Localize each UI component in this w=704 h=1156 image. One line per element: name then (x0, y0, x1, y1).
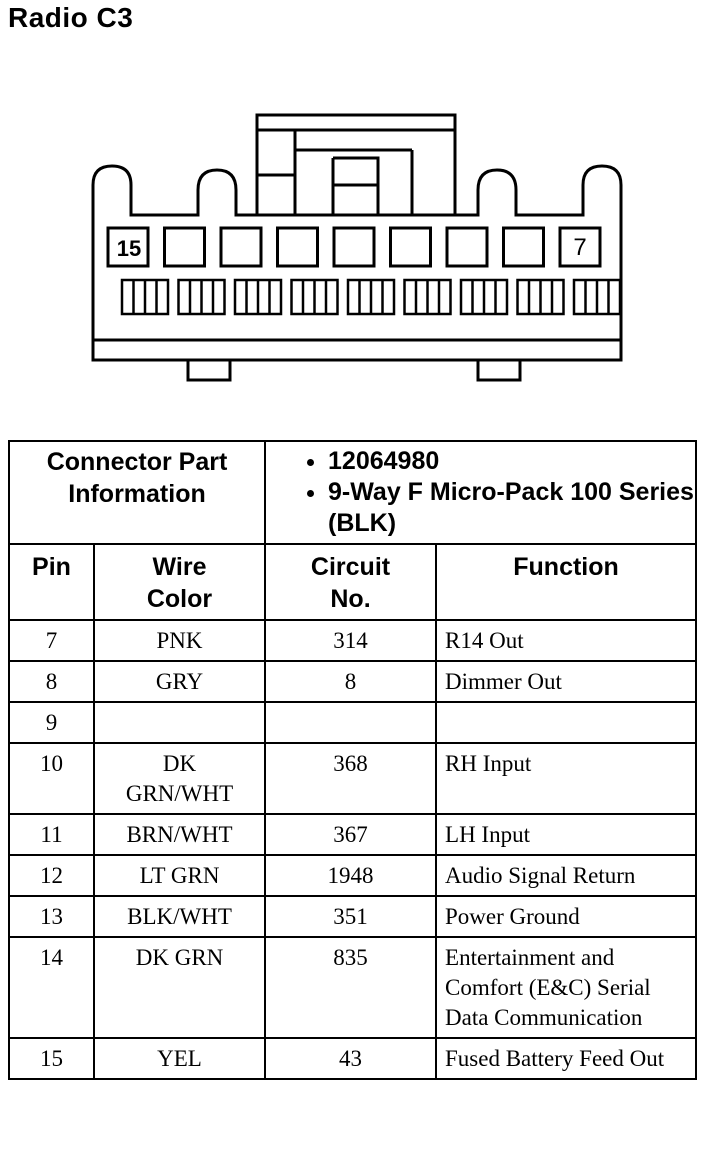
table-row (9, 814, 696, 855)
pin-cavity (334, 228, 374, 266)
pin-cell: 9 (9, 702, 94, 743)
table-row (9, 855, 696, 896)
pin-table (8, 440, 697, 1080)
pin-cell: 8 (9, 661, 94, 702)
wire-color-cell: YEL (94, 1038, 265, 1079)
function-cell: Dimmer Out (436, 661, 696, 702)
connector-info-label: Connector Part Information (9, 441, 265, 544)
pin-cavity (278, 228, 318, 266)
pin-cavity (504, 228, 544, 266)
pin-7-label: 7 (573, 234, 587, 261)
connector-diagram (0, 100, 704, 390)
pin-cavity (221, 228, 261, 266)
pin-cell: 12 (9, 855, 94, 896)
table-row (9, 937, 696, 1038)
wire-color-cell: BLK/WHT (94, 896, 265, 937)
pin-cavities (108, 228, 600, 266)
table-row (9, 1038, 696, 1079)
table-row (9, 743, 696, 814)
wire-color-cell: DK GRN (94, 937, 265, 1038)
circuit-cell: 368 (265, 743, 436, 814)
wire-color-cell (94, 702, 265, 743)
function-cell: RH Input (436, 743, 696, 814)
function-cell: R14 Out (436, 620, 696, 661)
pin-cell: 15 (9, 1038, 94, 1079)
circuit-cell: 835 (265, 937, 436, 1038)
pin-cell: 14 (9, 937, 94, 1038)
circuit-cell: 314 (265, 620, 436, 661)
pin-cell: 13 (9, 896, 94, 937)
pin-cavity (447, 228, 487, 266)
column-header-row (9, 544, 696, 620)
page-title: Radio C3 (8, 2, 134, 33)
connector-description: • 9-Way F Micro-Pack 100 Series (BLK) (328, 477, 695, 539)
pin-cell: 11 (9, 814, 94, 855)
table-row (9, 620, 696, 661)
table-row (9, 661, 696, 702)
function-cell: Fused Battery Feed Out (436, 1038, 696, 1079)
function-cell: Entertainment and Comfort (E&C) Serial Data Communication (436, 937, 696, 1038)
header-circuit-no: Circuit No. (265, 544, 436, 620)
header-wire-color: Wire Color (94, 544, 265, 620)
pin-terminals (122, 280, 620, 314)
header-pin: Pin (9, 544, 94, 620)
connector-info-row (9, 441, 696, 544)
function-cell: LH Input (436, 814, 696, 855)
wire-color-cell: GRY (94, 661, 265, 702)
pin-cavity (391, 228, 431, 266)
function-cell (436, 702, 696, 743)
table-row (9, 702, 696, 743)
function-cell: Power Ground (436, 896, 696, 937)
wire-color-cell: PNK (94, 620, 265, 661)
wire-color-cell: BRN/WHT (94, 814, 265, 855)
circuit-cell: 351 (265, 896, 436, 937)
connector-info-list (265, 441, 696, 544)
pin-cell: 10 (9, 743, 94, 814)
circuit-cell: 1948 (265, 855, 436, 896)
circuit-cell (265, 702, 436, 743)
pin-cavity (165, 228, 205, 266)
header-function: Function (436, 544, 696, 620)
circuit-cell: 8 (265, 661, 436, 702)
circuit-cell: 43 (265, 1038, 436, 1079)
function-cell: Audio Signal Return (436, 855, 696, 896)
part-number: • 12064980 (328, 446, 695, 477)
wire-color-cell: DK GRN/WHT (94, 743, 265, 814)
pin-cell: 7 (9, 620, 94, 661)
pin-15-label: 15 (116, 236, 142, 261)
table-row (9, 896, 696, 937)
wire-color-cell: LT GRN (94, 855, 265, 896)
circuit-cell: 367 (265, 814, 436, 855)
